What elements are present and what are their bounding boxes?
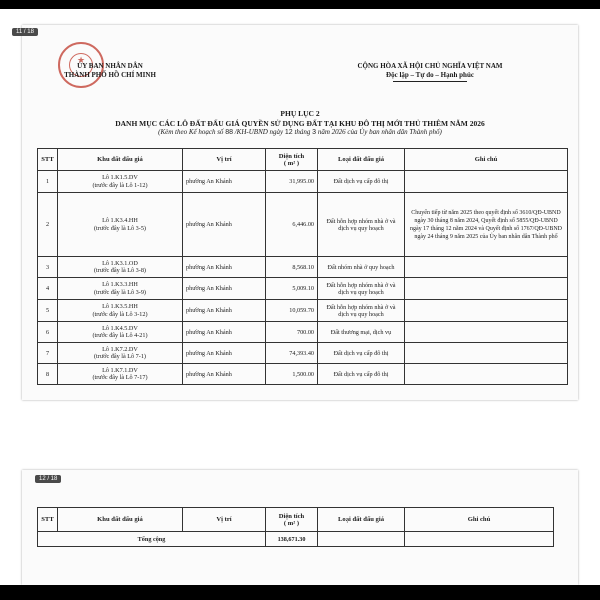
lot-code: Lô 1.K1.5.DV [102, 174, 138, 181]
row-stt: 2 [38, 193, 58, 257]
row-stt: 7 [38, 343, 58, 364]
row-lot [58, 343, 183, 364]
issuer-block [45, 62, 175, 80]
header-area-line1: Diện tích [278, 512, 305, 520]
row-stt: 6 [38, 322, 58, 343]
lot-previous: (trước đây là Lô 3-5) [94, 224, 146, 232]
row-note [405, 322, 568, 343]
lot-previous: (trước đây là Lô 3-12) [92, 310, 148, 318]
row-note [405, 257, 568, 278]
lot-code: Lô 1.K7.1.DV [102, 366, 138, 374]
row-note [405, 343, 568, 364]
row-location: phường An Khánh [183, 343, 266, 364]
motto-underline [393, 81, 467, 82]
header-type: Loại đất đấu giá [318, 149, 405, 171]
national-header [300, 62, 560, 82]
row-type: Đất dịch vụ cấp đô thị [318, 364, 405, 385]
lot-previous: (trước đây là Lô 1-12) [92, 181, 148, 189]
lot-code: Lô 1.K7.2.DV [102, 345, 138, 353]
total-type-empty [318, 532, 405, 547]
header-type: Loại đất đấu giá [318, 508, 405, 532]
row-area: 74,393.40 [266, 343, 318, 364]
page-indicator: 11 / 18 [12, 28, 38, 36]
row-stt: 1 [38, 171, 58, 193]
page-indicator: 12 / 18 [35, 475, 61, 483]
row-type: Đất thương mại, dịch vụ [318, 322, 405, 343]
subtitle-part-b: /KH-UBND ngày [234, 128, 284, 136]
row-type: Đất hỗn hợp nhóm nhà ở và dịch vụ quy hoạch [318, 300, 405, 322]
plan-number: 88 [225, 129, 233, 136]
table-row [38, 343, 568, 364]
lot-code: Lô 1.K4.5.DV [102, 324, 138, 332]
bottom-black-bar [0, 585, 600, 600]
total-row [38, 532, 554, 547]
plan-month: 3 [312, 129, 317, 136]
header-area [266, 508, 318, 532]
lot-previous: (trước đây là Lô 7-17) [92, 374, 148, 381]
row-note [405, 171, 568, 193]
row-lot [58, 257, 183, 278]
table-row [38, 300, 568, 322]
row-lot [58, 364, 183, 385]
row-stt: 4 [38, 278, 58, 300]
row-stt: 3 [38, 257, 58, 278]
header-area [266, 149, 318, 171]
national-motto: Độc lập – Tự do – Hạnh phúc [386, 71, 474, 79]
row-location: phường An Khánh [183, 257, 266, 278]
appendix-label: PHỤ LỤC 2 [280, 109, 320, 118]
document-title [40, 109, 560, 128]
subtitle-part-a: (Kèm theo Kế hoạch số [158, 128, 224, 136]
row-location: phường An Khánh [183, 171, 266, 193]
header-lot: Khu đất đấu giá [58, 508, 183, 532]
total-note-empty [405, 532, 554, 547]
row-area: 6,446.00 [266, 193, 318, 257]
table-header-row [38, 508, 554, 532]
row-location: phường An Khánh [183, 278, 266, 300]
header-area-line2: ( m² ) [283, 159, 300, 167]
row-note [405, 364, 568, 385]
land-lots-table [37, 148, 568, 385]
document-subtitle [40, 128, 560, 137]
subtitle-part-c: tháng [294, 128, 311, 136]
row-location: phường An Khánh [183, 364, 266, 385]
row-stt: 5 [38, 300, 58, 322]
lot-previous: (trước đây là Lô 4-21) [92, 332, 148, 339]
issuer-line-2: THÀNH PHỐ HỒ CHÍ MINH [64, 71, 156, 79]
header-area-line2: ( m² ) [283, 519, 300, 527]
row-lot [58, 278, 183, 300]
seal-star-icon: ★ [76, 55, 86, 65]
main-title: DANH MỤC CÁC LÔ ĐẤT ĐẤU GIÁ QUYỀN SỬ DỤNG ĐẤT TẠI KHU ĐÔ THỊ MỚI THỦ THIÊM NĂM 2026 [115, 118, 485, 128]
row-area: 31,995.00 [266, 171, 318, 193]
row-type: Đất dịch vụ cấp đô thị [318, 171, 405, 193]
row-area: 5,009.10 [266, 278, 318, 300]
header-stt: STT [38, 508, 58, 532]
issuer-line-1: ỦY BAN NHÂN DÂN [77, 62, 143, 70]
row-note [405, 278, 568, 300]
row-stt: 8 [38, 364, 58, 385]
lot-previous: (trước đây là Lô 3-8) [94, 267, 146, 274]
lot-previous: (trước đây là Lô 7-1) [94, 353, 146, 360]
total-label: Tổng cộng [38, 532, 266, 547]
row-type: Đất hỗn hợp nhóm nhà ở và dịch vụ quy hoạch [318, 193, 405, 257]
header-stt: STT [38, 149, 58, 171]
total-area: 138,671.30 [266, 532, 318, 547]
row-area: 1,500.00 [266, 364, 318, 385]
lot-previous: (trước đây là Lô 3-9) [94, 288, 146, 296]
table-header-row [38, 149, 568, 171]
lot-code: Lô 1.K3.5.HH [102, 303, 138, 310]
row-location: phường An Khánh [183, 300, 266, 322]
totals-table [37, 507, 554, 547]
row-lot [58, 171, 183, 193]
table-row [38, 364, 568, 385]
row-area: 8,568.10 [266, 257, 318, 278]
plan-day: 12 [284, 129, 293, 136]
row-area: 700.00 [266, 322, 318, 343]
top-black-bar [0, 0, 600, 9]
table-row [38, 278, 568, 300]
header-location: Vị trí [183, 149, 266, 171]
row-lot [58, 322, 183, 343]
row-location: phường An Khánh [183, 322, 266, 343]
row-area: 10,059.70 [266, 300, 318, 322]
row-note [405, 300, 568, 322]
national-title: CỘNG HÒA XÃ HỘI CHỦ NGHĨA VIỆT NAM [357, 62, 503, 70]
header-lot: Khu đất đấu giá [58, 149, 183, 171]
table-row [38, 171, 568, 193]
table-row [38, 257, 568, 278]
row-location: phường An Khánh [183, 193, 266, 257]
header-area-line1: Diện tích [278, 152, 305, 160]
subtitle-part-d: năm 2026 của Ủy ban nhân dân Thành phố) [317, 128, 442, 136]
row-note: Chuyển tiếp từ năm 2025 theo quyết định số 3610/QĐ-UBND ngày 30 tháng 8 năm 2024, Quyết định số 5855/QĐ-UBND ngày 17 tháng 12 năm 2024 và Quyết định số 1767/QĐ-UBND ngày 24 tháng 9 năm 2025 của Ủy ban nhân dân Thành phố [405, 193, 568, 257]
header-location: Vị trí [183, 508, 266, 532]
lot-code: Lô 1.K3.4.HH [102, 217, 138, 224]
row-lot [58, 193, 183, 257]
row-type: Đất nhóm nhà ở quy hoạch [318, 257, 405, 278]
table-row [38, 322, 568, 343]
table-row [38, 193, 568, 257]
row-type: Đất dịch vụ cấp đô thị [318, 343, 405, 364]
lot-code: Lô 1.K3.1.OD [102, 259, 138, 267]
row-type: Đất hỗn hợp nhóm nhà ở và dịch vụ quy hoạch [318, 278, 405, 300]
row-lot [58, 300, 183, 322]
lot-code: Lô 1.K3.3.HH [102, 281, 138, 288]
header-note: Ghi chú [405, 508, 554, 532]
header-note: Ghi chú [405, 149, 568, 171]
